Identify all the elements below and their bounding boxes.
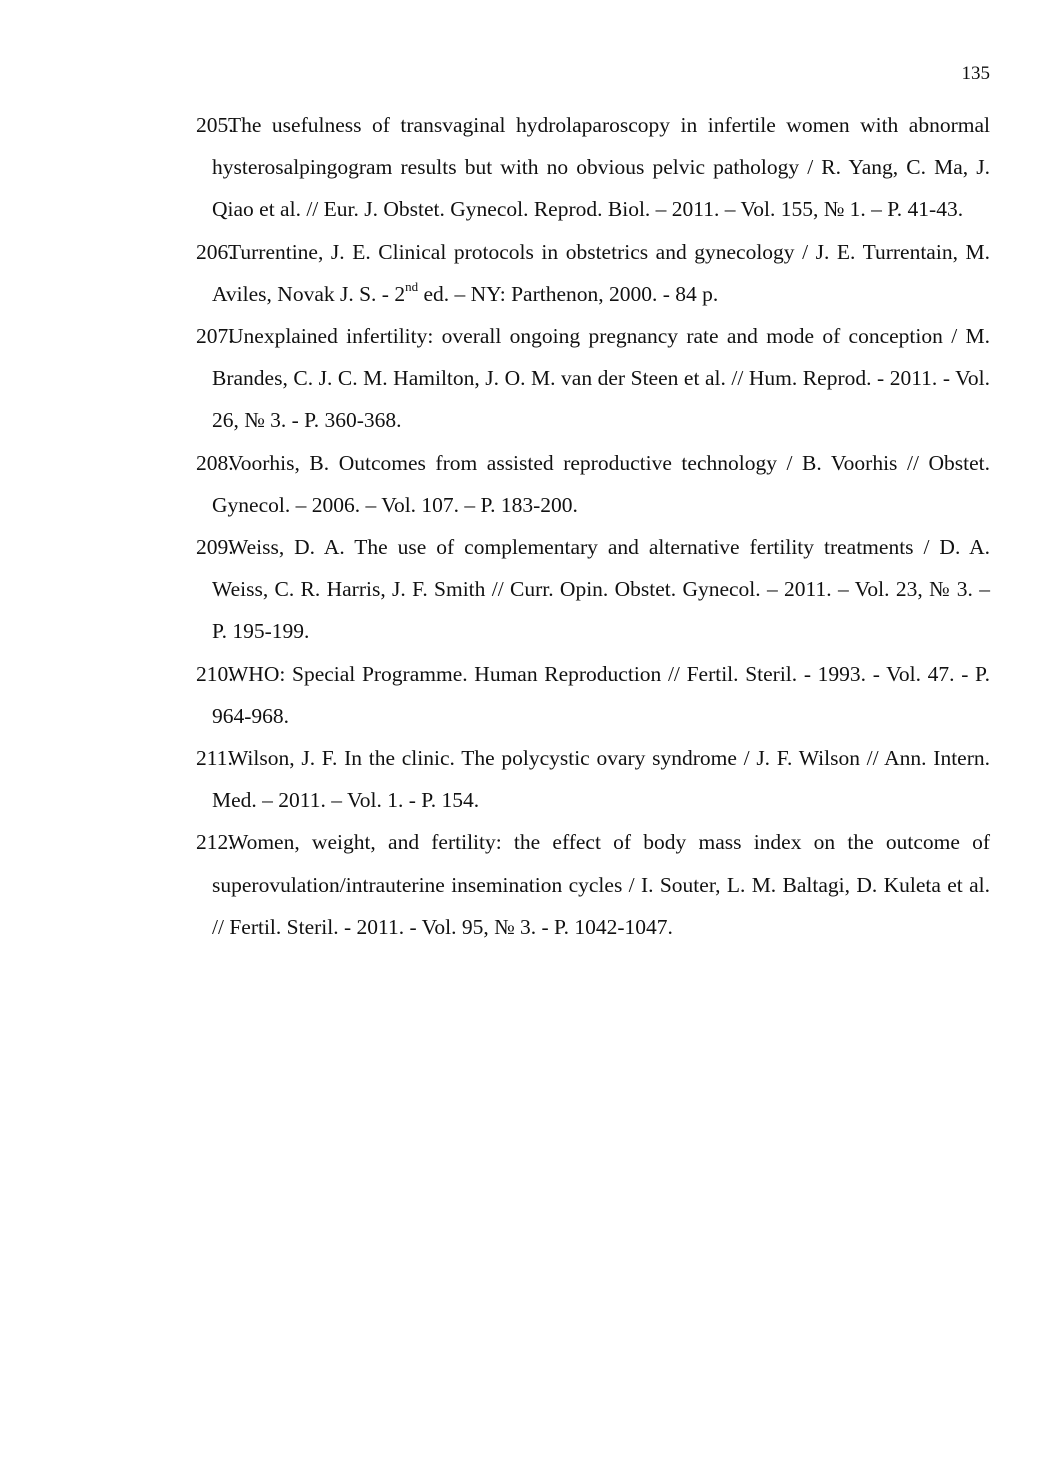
reference-item-205 xyxy=(0,104,1039,231)
reference-text: Voorhis, B. Outcomes from assisted reproductive technology / B. Voorhis // Obstet. Gynecol. – 2006. – Vol. 107. – P. 183-200. xyxy=(212,450,990,517)
reference-text: Wilson, J. F. In the clinic. The polycystic ovary syndrome / J. F. Wilson // Ann. Intern. Med. – 2011. – Vol. 1. - P. 154. xyxy=(212,746,990,813)
reference-number: 205. xyxy=(196,113,234,137)
reference-number: 208. xyxy=(196,450,234,475)
reference-item-206 xyxy=(0,231,1039,315)
reference-number: 210. xyxy=(196,661,234,686)
reference-text: The usefulness of transvaginal hydrolaparoscopy in infertile women with abnormal hysterosalpingogram results but with no obvious pelvic pathology / R. Yang, C. Ma, J. Qiao et al. // Eur. J. Obstet. Gynecol. Reprod. Biol. – 2011. – Vol. 155, № 1. – P. 41-43. xyxy=(212,113,990,222)
reference-number: 211. xyxy=(196,746,233,771)
reference-list xyxy=(0,104,1039,948)
reference-item-208 xyxy=(0,442,1039,526)
reference-text: Weiss, D. A. The use of complementary and alternative fertility treatments / D. A. Weiss, C. R. Harris, J. F. Smith // Curr. Opin. Obstet. Gynecol. – 2011. – Vol. 23, № 3. – P. 195-199. xyxy=(212,535,990,644)
reference-text-part: Turrentine, J. E. Clinical protocols in obstetrics and gynecology / J. E. Turrentain, M. Aviles, Novak J. S. - 2 xyxy=(212,239,990,306)
reference-number: 206. xyxy=(196,239,234,264)
reference-text: Women, weight, and fertility: the effect of body mass index on the outcome of superovulation/intrauterine insemination cycles / I. Souter, L. M. Baltagi, D. Kuleta et al. // Fertil. Steril. - 2011. - Vol. 95, № 3. - P. 1042-1047. xyxy=(212,830,990,939)
reference-text-part: ed. – NY: Parthenon, 2000. - 84 p. xyxy=(418,281,719,306)
reference-item-211 xyxy=(0,737,1039,821)
reference-item-210 xyxy=(0,653,1039,737)
ordinal-superscript: nd xyxy=(405,278,419,294)
reference-item-209 xyxy=(0,526,1039,653)
reference-text: WHO: Special Programme. Human Reproduction // Fertil. Steril. - 1993. - Vol. 47. - P. 964-968. xyxy=(212,661,990,728)
page-number: 135 xyxy=(961,63,990,84)
reference-number: 212. xyxy=(196,830,234,855)
reference-text: Unexplained infertility: overall ongoing pregnancy rate and mode of conception / M. Brandes, C. J. C. M. Hamilton, J. O. M. van der Steen et al. // Hum. Reprod. - 2011. - Vol. 26, № 3. - P. 360-368. xyxy=(212,324,990,433)
reference-item-207 xyxy=(0,315,1039,442)
reference-number: 209. xyxy=(196,535,234,560)
reference-item-212 xyxy=(0,821,1039,948)
reference-number: 207. xyxy=(196,324,234,349)
